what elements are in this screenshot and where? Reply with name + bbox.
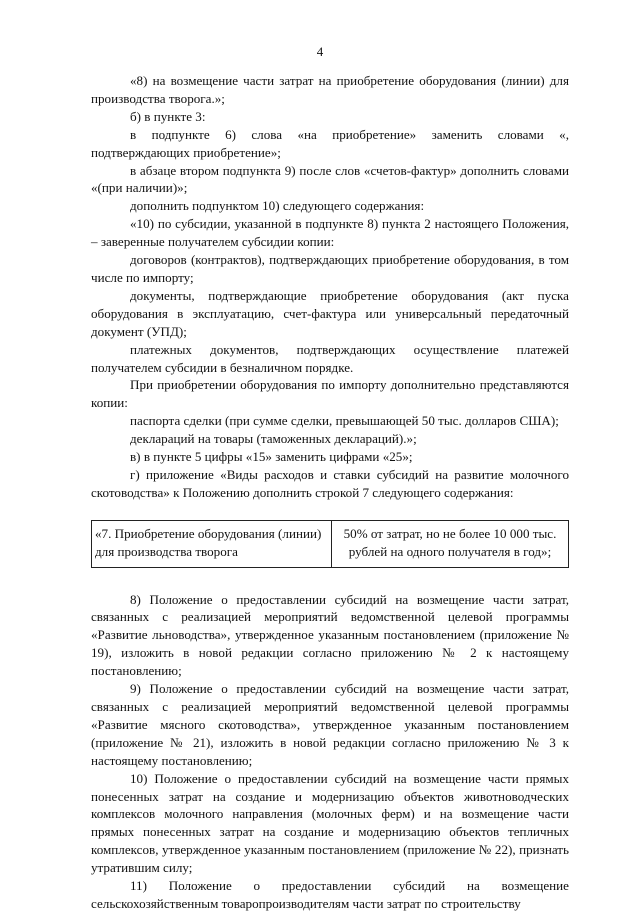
paragraph: При приобретении оборудования по импорту дополнительно представляются копии: — [91, 377, 569, 411]
document-body — [91, 72, 569, 913]
paragraph: в подпункте 6) слова «на приобретение» заменить словами «, подтверждающих приобретение»; — [91, 126, 569, 160]
paragraph: паспорта сделки (при сумме сделки, превышающей 50 тыс. долларов США); — [130, 413, 559, 429]
paragraph: 9) Положение о предоставлении субсидий на возмещение части затрат, связанных с реализацией мероприятий ведомственной целевой программы «Развитие мясного скотоводства», утвержденное указанным постановлением (приложение № 21), изложить в новой редакции согласно приложению № 3 к настоящему постановлению; — [91, 681, 569, 768]
paragraph: «10) по субсидии, указанной в подпункте 8) пункта 2 настоящего Положения, – заверенные получателем субсидии копии: — [91, 216, 569, 250]
page-number: 4 — [316, 44, 324, 59]
expense-table — [91, 520, 569, 568]
paragraph: документы, подтверждающие приобретение оборудования (акт пуска оборудования в эксплуатацию, счет-фактура или универсальный передаточный документ (УПД); — [91, 287, 569, 339]
paragraph: договоров (контрактов), подтверждающих приобретение оборудования, в том числе по импорту; — [91, 252, 569, 285]
table-cell-subsidy-rate: 50% от затрат, но не более 10 000 тыс. рублей на одного получателя в год»; — [332, 520, 569, 567]
paragraph: 10) Положение о предоставлении субсидий на возмещение части прямых понесенных затрат на создание и модернизацию объектов животноводческих комплексов молочного направления (молочных ферм) и на возмещение части прямых понесенных затрат на создание и модернизацию объектов тепличных комплексов, утвержденное указанным постановлением (приложение № 22), признать утратившим силу; — [91, 770, 569, 876]
paragraph: г) приложение «Виды расходов и ставки субсидий на развитие молочного скотоводства» к Положению дополнить строкой 7 следующего содержания: — [91, 466, 569, 500]
paragraph: 8) Положение о предоставлении субсидий на возмещение части затрат, связанных с реализацией мероприятий ведомственной целевой программы «Развитие льноводства», утвержденное указанным постановлением (приложение № 19), изложить в новой редакции согласно приложению № 2 к настоящему постановлению; — [91, 591, 569, 679]
table-row — [92, 520, 569, 567]
table-cell-expense-type: «7. Приобретение оборудования (линии) для производства творога — [92, 520, 332, 567]
paragraph: б) в пункте 3: — [130, 108, 206, 124]
paragraph: деклараций на товары (таможенных деклараций).»; — [130, 431, 417, 447]
paragraph: «8) на возмещение части затрат на приобретение оборудования (линии) для производства творога.»; — [91, 73, 569, 106]
paragraph: в) в пункте 5 цифры «15» заменить цифрами «25»; — [130, 449, 413, 465]
paragraph: в абзаце втором подпункта 9) после слов «счетов-фактур» дополнить словами «(при наличии)»; — [91, 162, 569, 196]
paragraph: 11) Положение о предоставлении субсидий на возмещение сельскохозяйственным товаропроизводителям части затрат по строительству — [91, 878, 569, 911]
paragraph: платежных документов, подтверждающих осуществление платежей получателем субсидии в безналичном порядке. — [91, 341, 569, 375]
paragraph: дополнить подпунктом 10) следующего содержания: — [130, 198, 425, 214]
